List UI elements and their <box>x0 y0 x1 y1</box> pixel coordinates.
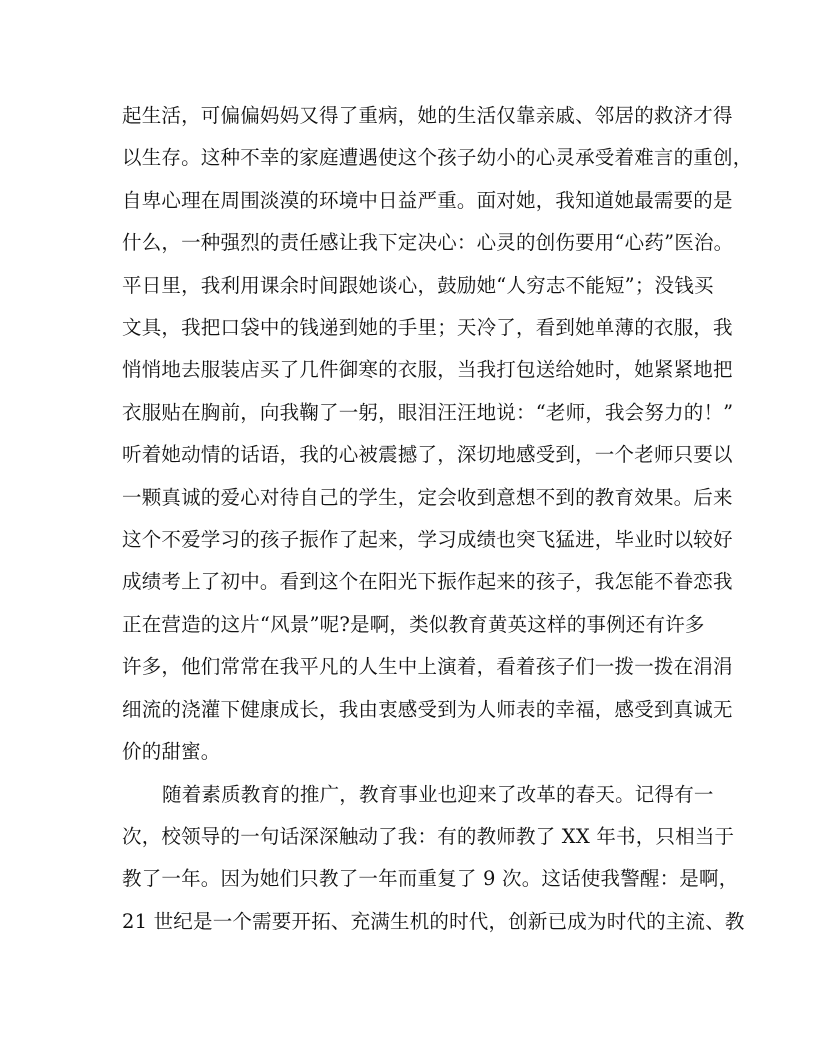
paragraph-line: 以生存。这种不幸的家庭遭遇使这个孩子幼小的心灵承受着难言的重创， <box>122 146 753 169</box>
paragraph-line: 这个不爱学习的孩子振作了起来，学习成绩也突飞猛进，毕业时以较好 <box>122 528 733 551</box>
paragraph-line: 次，校领导的一句话深深触动了我：有的教师教了 XX 年书，只相当于 <box>122 825 735 848</box>
paragraph-line: 成绩考上了初中。看到这个在阳光下振作起来的孩子，我怎能不眷恋我 <box>122 570 733 593</box>
paragraph-line: 起生活，可偏偏妈妈又得了重病，她的生活仅靠亲戚、邻居的救济才得 <box>122 104 733 127</box>
paragraph-line: 许多，他们常常在我平凡的人生中上演着，看着孩子们一拨一拨在涓涓 <box>122 655 733 678</box>
paragraph-line: 细流的浇灌下健康成长，我由衷感受到为人师表的幸福，感受到真诚无 <box>122 698 733 721</box>
paragraph-line: 随着素质教育的推广，教育事业也迎来了改革的春天。记得有一 <box>162 783 714 806</box>
paragraph-line: 文具，我把口袋中的钱递到她的手里；天冷了，看到她单薄的衣服，我 <box>122 316 733 339</box>
paragraph-line: 什么，一种强烈的责任感让我下定决心：心灵的创伤要用“心药”医治。 <box>122 231 734 254</box>
paragraph-line: 衣服贴在胸前，向我鞠了一躬，眼泪汪汪地说：“老师，我会努力的！” <box>122 401 734 424</box>
paragraph-line: 听着她动情的话语，我的心被震撼了，深切地感受到，一个老师只要以 <box>122 443 733 466</box>
paragraph-line: 平日里，我利用课余时间跟她谈心，鼓励她“人穷志不能短”；没钱买 <box>122 274 714 297</box>
paragraph-line: 正在营造的这片“风景”呢?是啊，类似教育黄英这样的事例还有许多 <box>122 613 705 636</box>
paragraph-line: 一颗真诚的爱心对待自己的学生，定会收到意想不到的教育效果。后来 <box>122 486 733 509</box>
paragraph-line: 价的甜蜜。 <box>122 740 221 763</box>
paragraph-line: 自卑心理在周围淡漠的环境中日益严重。面对她，我知道她最需要的是 <box>122 189 733 212</box>
paragraph-line: 教了一年。因为她们只教了一年而重复了 9 次。这话使我警醒：是啊， <box>122 867 739 890</box>
paragraph-line: 悄悄地去服装店买了几件御寒的衣服，当我打包送给她时，她紧紧地把 <box>122 358 733 381</box>
paragraph-line: 21 世纪是一个需要开拓、充满生机的时代，创新已成为时代的主流、教 <box>122 910 745 933</box>
